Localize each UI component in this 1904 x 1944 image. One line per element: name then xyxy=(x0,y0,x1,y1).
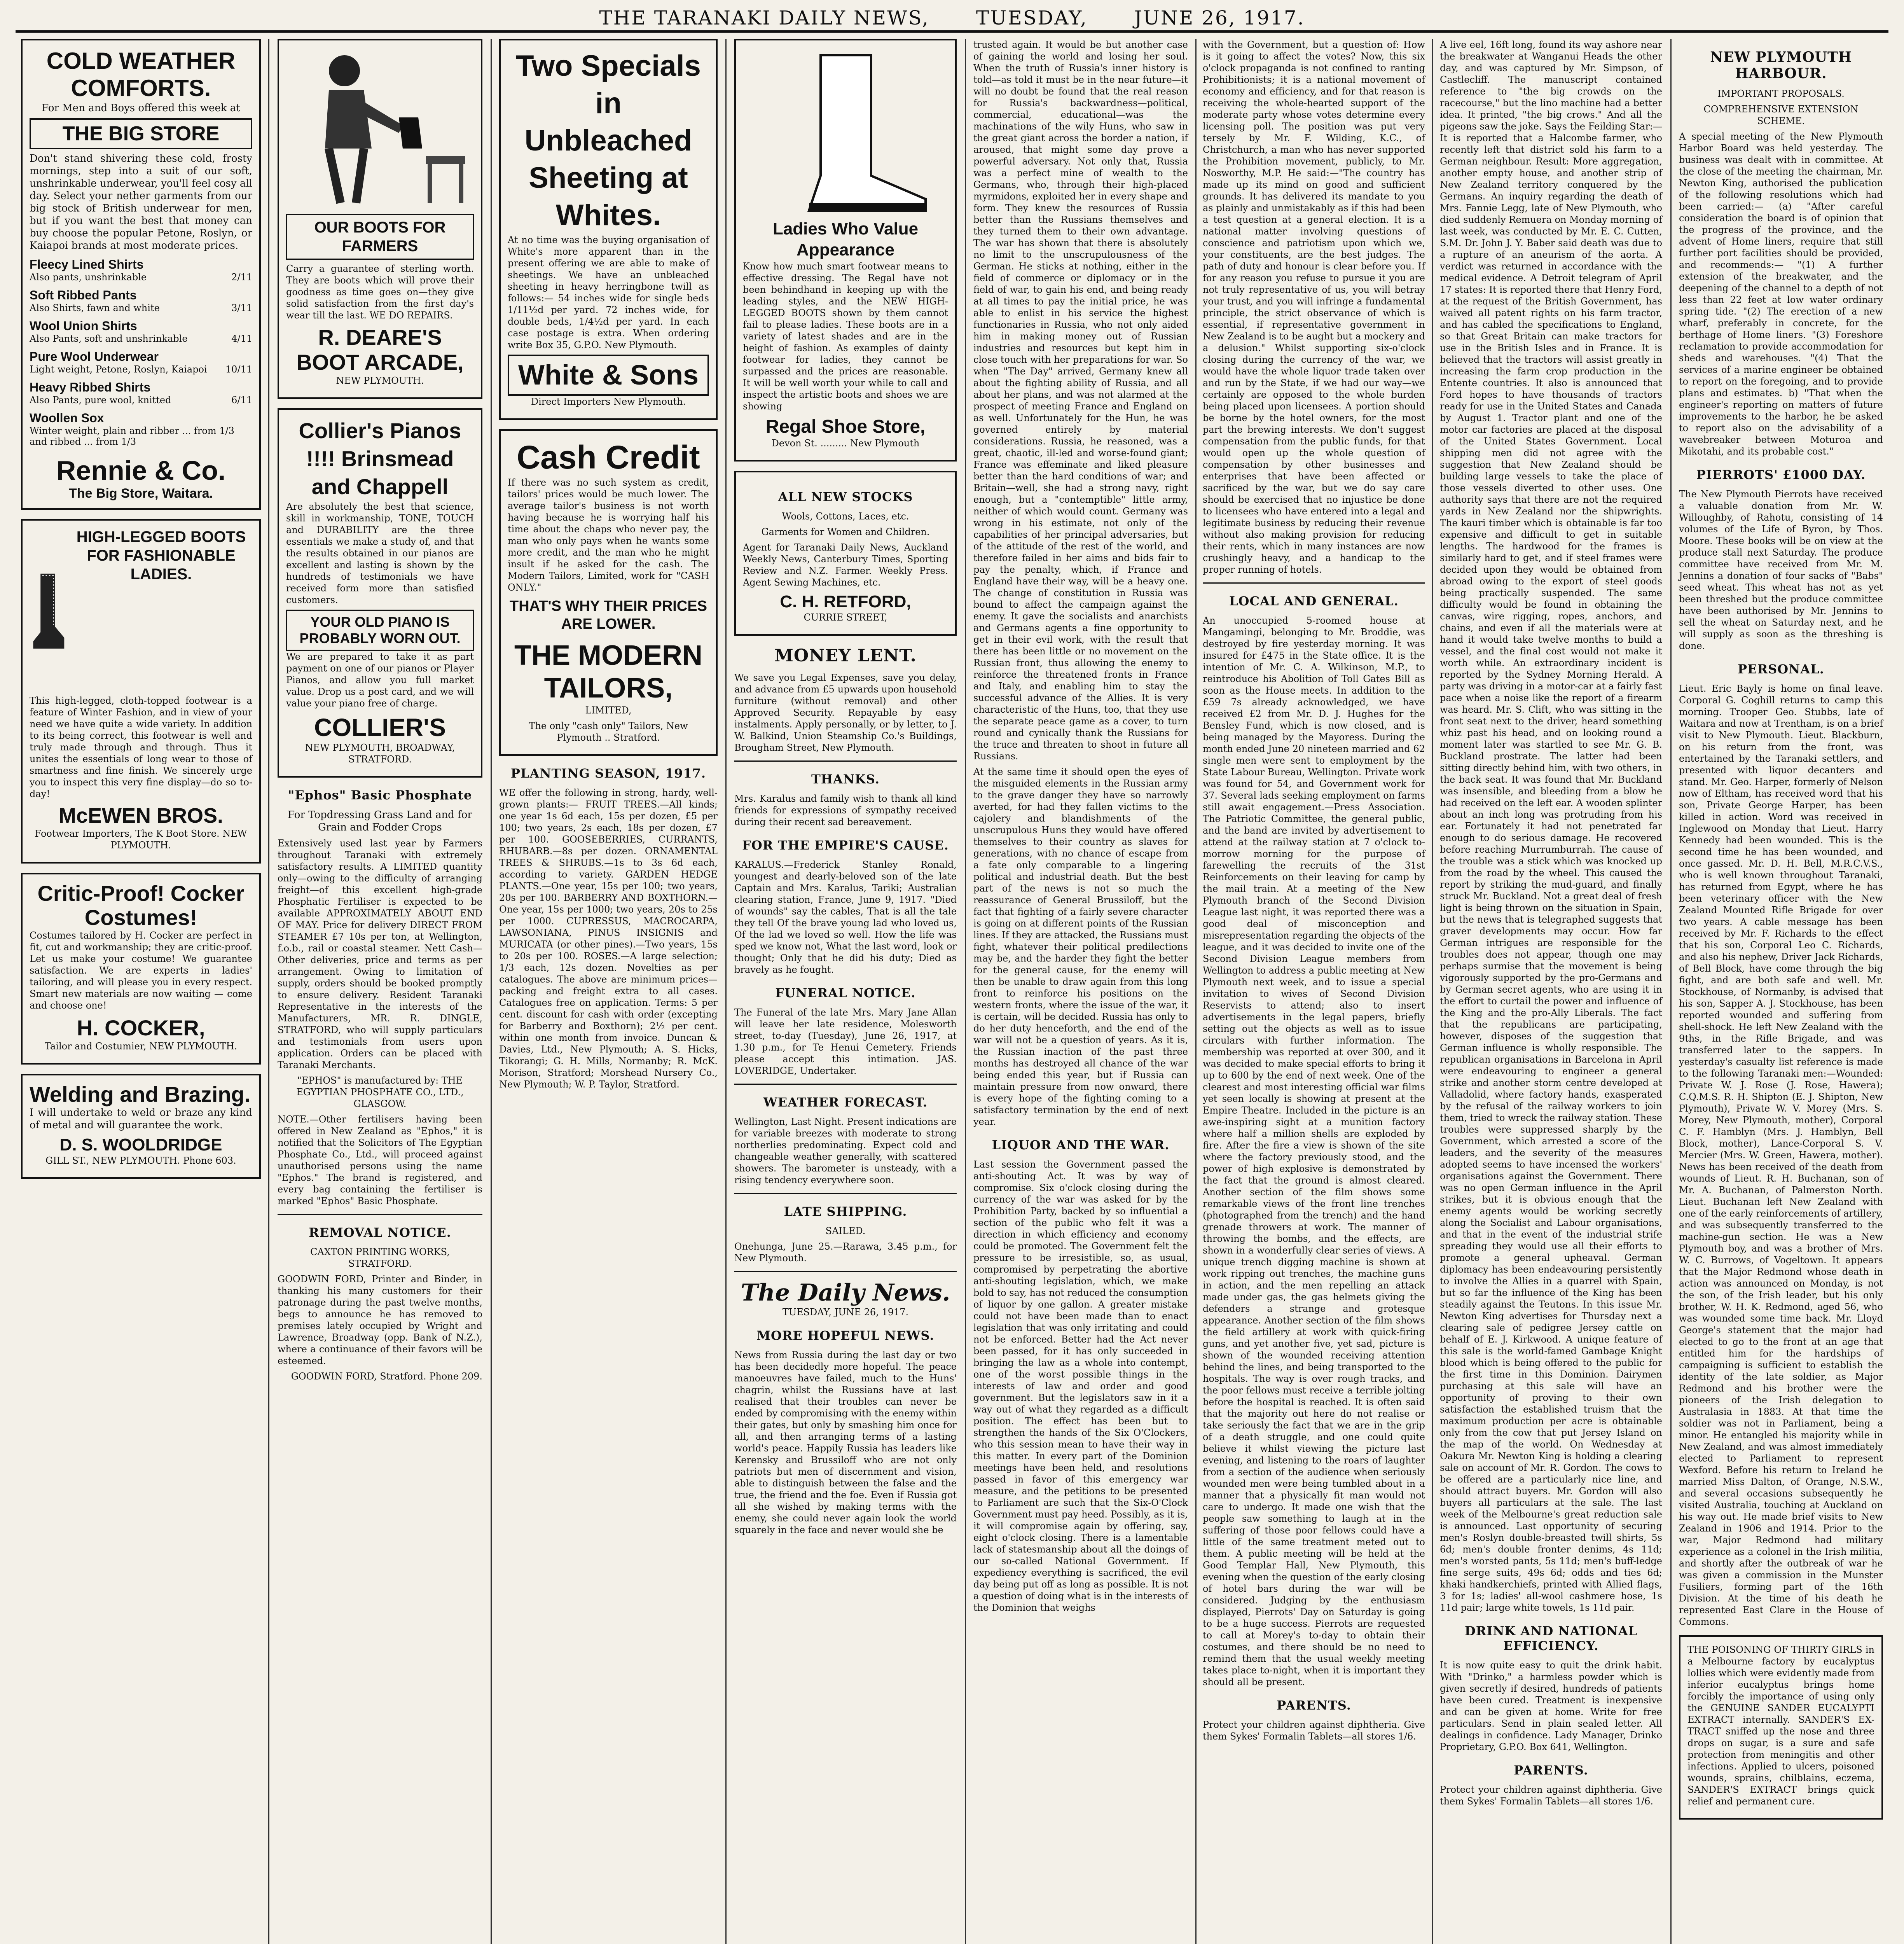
column-3 xyxy=(494,39,723,1944)
daily-news-date: TUESDAY, JUNE 26, 1917. xyxy=(782,1307,909,1318)
item-desc: Also Pants, pure wool, knitted xyxy=(30,395,171,406)
collier-text: Are absolutely the best that science, skill in workmanship, TONE, TOUCH and DURABILITY are the three essentials we make a study of, and that the results obtained in our pianos are excellent and lasting is shown by the hundreds of testimonials we have received form more than satisfied customers. xyxy=(286,501,474,605)
money-title: MONEY LENT. xyxy=(774,646,917,666)
column-6 xyxy=(1197,39,1431,1944)
big-store-banner: THE BIG STORE xyxy=(30,118,252,149)
item-desc: Winter weight, plain and ribber ... from 1/3 and ribbed ... from 1/3 xyxy=(30,425,234,447)
removal-notice xyxy=(278,1225,482,1382)
empire-title: FOR THE EMPIRE'S CAUSE. xyxy=(742,838,949,853)
item-desc: Light weight, Petone, Roslyn, Kaiapoi xyxy=(30,364,207,375)
ephos-title: "Ephos" Basic Phosphate xyxy=(288,788,472,802)
agent-text: Agent for Taranaki Daily News, Auckland Weekly News, Canterbury Times, Sporting Review and N.Z. Farmer. Weekly Press. Agent Sewing Machines, etc. xyxy=(743,542,948,588)
pierrots-title: PIERROTS' £1000 DAY. xyxy=(1696,467,1866,482)
ladies-boot-illustration-icon xyxy=(743,47,961,219)
drink-title: DRINK AND NATIONAL EFFICIENCY. xyxy=(1464,1624,1638,1653)
removal-head: CAXTON PRINTING WORKS, STRATFORD. xyxy=(310,1246,450,1269)
column-4 xyxy=(729,39,962,1944)
collier-sub: NEW PLYMOUTH, BROADWAY, STRATFORD. xyxy=(305,742,455,765)
removal-sign: GOODWIN FORD, Stratford. Phone 209. xyxy=(291,1371,482,1382)
regal-ad xyxy=(734,39,957,462)
local-cont: A live eel, 16ft long, found its way ashore near the breakwater at Wanganui Heads the other day, and was captured by Mr. Simpson, of Castlecliff. The manuscript contained reference to "the big crowds on the racecourse," but the lino machine had a better idea. It printed, "the big crows." And all the pigeons saw the joke. Says the Feilding Star:—It is reported that a Halcombe farmer, who recently left that district sold his farm to a German neighbour. Result: More aggregation, another empty house, and another strip of New Zealand territory conquered by the Germans. An inquiry regarding the death of Mrs. Fannie Legg, late of New Plymouth, who died suddenly Remuera on Monday morning of last week, was conducted by Mr. E. C. Cutten, S.M. Dr. John J. Y. Baber said death was due to a rupture of an aneurism of the aorta. A verdict was returned in accordance with the medical evidence. A Detroit telegram of April 17 states: It is reported there that Henry Ford, at the request of the British Government, has waived all patent rights on his farm tractor, and has cabled the specifications to England, so that Great Britain can make tractors for use in the British Isles and in France. It is believed that the tractors will assist greatly in increasing the farm crop production in the Entente countries. It also is announced that Ford hopes to have thousands of tractors ready for use in the United States and Canada by August 1. Tractor plant and one of the motor car factories are placed at the disposal of the United States Government. Local shipping men did not agree with the suggestion that New Zealand should be building large vessels to take the place of those vessels diverted to other uses. One authority says that there are not the required yards in New Zealand nor the shipwrights. The kauri timber which is obtainable is far too expensive and difficult to get in suitable lengths. The hardwood for the frames is similarly hard to get, and if steel frames were decided upon they would be obtained from abroad owing to the export of steel goods being practically suspended. The same difficulty would be found in obtaining the canvas, wire rigging, ropes, anchors, and chains, and even if all the materials were at hand it would take twelve months to build a vessel, and the final cost would not make it worth while. An extraordinary incident is reported by the Sydney Morning Herald. A party was driving in a motor-car at a fairly fast pace when a noise like the report of a firearm was heard. Mr. S. Clift, who was sitting in the front seat next to the driver, heard something whiz past his head, and on looking round a moment later was startled to see Mr. G. B. Buckland prostrate. The latter had been sitting directly behind him, with two others, in the back seat. It was found that Mr. Buckland was insensible, and bleeding from a blow he had received on the left ear. A wooden splinter about an inch long was protruding from his ear. Fortunately it had not penetrated far enough to do serious damage. He recovered before reaching Murrumburrah. The cause of the trouble was a stick which was knocked up from the road by the wheel. This caused the report by striking the mud-guard, and finally struck Mr. Buckland. Not a great deal of fresh light is being thrown on the situation in Spain, but the news that is telegraphed suggests that graver developments may occur. How far German intrigues are responsible for the troubles does not appear, though one may perhaps surmise that the movement is being vigorously supported by the pro-Germans and by German secret agents, who are using it in the effort to curtail the power and influence of the King and the pro-Ally Liberals. The fact that the republicans are participating, however, disposes of the suggestion that German influence is wholly responsible. The republican organisations in Barcelona in April were endeavouring to engineer a general strike and another storm centre developed at Valladolid, where factory hands, exasperated by the refusal of the railway workers to join them, tried to wreck the railway station. These troubles were suppressed sharply by the Government, which arrested a score of the leaders, and the severity of the measures adopted seems to have incensed the workers' organisations against the Government. There was no open German influence in the April strikes, but it is obvious enough that the enemy agents would be working secretly along the Socialist and Labour organisations, and that in the event of the industrial strife spreading they would use all their efforts to promote a general upheaval. German diplomacy has been endeavouring persistently to involve the Allies in a quarrel with Spain, but so far the influence of the King has been steadily against the Teutons. In this issue Mr. Newton King advertises for Thursday next a clearing sale of pedigree Jersey cattle on behalf of E. J. Kirkwood. A unique feature of this sale is the world-famed Gambage Knight blood which is being offered to the public for the first time in this Dominion. Dairymen purchasing at this sale will have an opportunity of proving to their own satisfaction the established truism that the maximum production per acre is obtainable only from the cow that put Jersey Island on the map of the world. On Wednesday at Oakura Mr. Newton King is holding a clearing sale on account of Mr. R. Gordon. The cows to be offered are a particularly nice line, and should attract buyers. Mr. Gordon will also buyers all particulars at the sale. The last week of the Melbourne's great reduction sale is announced. Last opportunity of securing men's Roslyn double-breasted twill shirts, 5s 6d; men's double fronter denims, 4s 11d; men's worsted pants, 5s 11d; men's buff-ledge fine serge suits, 49s 6d; odds and ties 6d; khaki handkerchiefs, printed with Allied flags, 3 for 1s; ladies' all-wool cashmere hose, 1s 11d pair; large white towels, 1s 11d pair. xyxy=(1440,39,1662,1613)
masthead xyxy=(16,5,1888,33)
collier-name: COLLIER'S xyxy=(314,713,446,741)
editorial-cont-2: At the same time it should open the eyes of the misguided elements in the Russian army to the grave danger they have so narrowly averted, for had they fallen victims to the cajolery and blandishments of the unscrupulous Huns they would have offered themselves to their country as slaves for generations, with no chance of escape from a fate only comparable to a lingering political and industrial death. But the best part of the news is not so much the reassurance of General Brussiloff, but the fact that fighting of a fairly severe character is going on at different points of the Russian lines. If they are attacked, the Russians must fight, whatever their political predilections may be, and the harder they fight the better for the general cause, for the enemy will then be unable to draw again from this long front to reinforce his positions on the western fronts, where the issue of the war, it is certain, will be decided. Russia has only to do her duty henceforth, and the end of the war will not be a question of years. As it is, the Russian inaction of the past three months has destroyed all chance of the war being ended this year, but if Russia can maintain pressure from now onward, there is every hope of the fighting coming to a satisfactory termination by the end of next year. xyxy=(973,766,1188,1127)
cocker-sub: Tailor and Costumier, NEW PLYMOUTH. xyxy=(44,1041,238,1052)
local-title: LOCAL AND GENERAL. xyxy=(1229,594,1399,608)
deare-sub: NEW PLYMOUTH. xyxy=(336,375,424,386)
thanks-title: THANKS. xyxy=(811,772,880,787)
regal-name: Regal Shoe Store, xyxy=(765,416,926,437)
man-with-boot-illustration-icon xyxy=(286,47,480,211)
removal-title: REMOVAL NOTICE. xyxy=(309,1225,451,1240)
pierrots-text: The New Plymouth Pierrots have received a valuable donation from Mr. W. Willoughby, of Rahotu, consisting of 14 volumes of the Life of Byron, by Thos. Moore. These books will be on view at the produce stall next Saturday. The produce committee have received from Mr. M. Jennins a donation of four sacks of "Babs" seed wheat. This wheat has not as yet been threshed but the produce committee have been authorised by Mr. Jennins to sell the wheat on Saturday next, and he will supply as soon as the threshing is done. xyxy=(1679,489,1883,651)
boot-illustration-icon xyxy=(30,528,66,695)
cw-intro: For Men and Boys offered this week at xyxy=(42,102,240,114)
funeral-title: FUNERAL NOTICE. xyxy=(775,986,916,1000)
column-2 xyxy=(272,39,488,1944)
item-name: Soft Ribbed Pants xyxy=(30,288,137,302)
personal-title: PERSONAL. xyxy=(1738,662,1824,677)
masthead-paper: THE TARANAKI DAILY NEWS, xyxy=(599,7,929,29)
wooldridge-sub: GILL ST., NEW PLYMOUTH. Phone 603. xyxy=(45,1155,236,1166)
ephos-note: NOTE.—Other fertilisers having been offered in New Zealand as "Ephos," it is notified that the Solicitors of The Egyptian Phosphate Co., Ltd., will proceed against unauthorised persons using the name "Ephos." The brand is registered, and every bag containing the fertiliser is marked "Ephos" Basic Phosphate. xyxy=(278,1114,482,1206)
collier-old-text: We are prepared to take it as part payment on one of our pianos or Player Pianos, and allow you full market value. Drop us a post card, and we will value your piano free of charge. xyxy=(286,651,474,709)
shipping-text: Onehunga, June 25.—Rarawa, 3.45 p.m., for New Plymouth. xyxy=(734,1241,957,1264)
item-name: Fleecy Lined Shirts xyxy=(30,257,144,271)
item-desc: Also Pants, soft and unshrinkable xyxy=(30,333,188,344)
masthead-date: JUNE 26, 1917. xyxy=(1134,7,1305,29)
column-7 xyxy=(1434,39,1668,1944)
harbour-text: A special meeting of the New Plymouth Harbor Board was held yesterday. The business was dealt with in committee. At the close of the meeting the chairman, Mr. Newton King, authorised the publication of the following resolutions which had been carried:— (a) "After careful consideration the board is of opinion that the progress of the province, and the advent of Home liners, require that still further port facilities should be provided, and recommends:— "(1) A further extension of the breakwater, and the deepening of the channel to a depth of not less than 22 feet at low water ordinary spring tide. "(2) The erection of a new wharf, preferably in concrete, for the berthage of Home liners. "(3) Foreshore reclamation to provide accommodation for sheds and warehouses. "(4) That the services of a marine engineer be obtained to report on the foregoing, and to provide plans and estimates. b) "That when the engineer's reporting on matters of future improvements to the harbor, he be asked to report also on the advisability of a wavebreaker between Moturoa and Mikotahi, and its probable cost." xyxy=(1679,131,1883,457)
cash-bold: THAT'S WHY THEIR PRICES ARE LOWER. xyxy=(510,598,707,632)
rennie-name: Rennie & Co. xyxy=(56,455,226,486)
column-1 xyxy=(16,39,266,1944)
removal-text: GOODWIN FORD, Printer and Binder, in thanking his many customers for their patronage during the past twelve months, begs to announce he has removed to premises lately occupied by Wright and Lawrence, Broadway (opp. Bank of N.Z.), where a continuance of their favors will be esteemed. xyxy=(278,1274,482,1366)
collier-title: Collier's Pianos !!!! Brinsmead and Chappell xyxy=(299,418,461,499)
ladies-text: Know how much smart footwear means to effective dressing. The Regal have not been behindhand in keeping up with the leading styles, and the NEW HIGH-LEGGED BOOTS shown by them cannot fail to please ladies. These boots are in a variety of latest shades and are in the height of fashion. As examples of dainty footwear for ladies, they cannot be surpassed and the prices are reasonable. It will be well worth your while to call and inspect the artistic boots and shoes we are showing xyxy=(743,261,948,412)
whites-text: At no time was the buying organisation of White's more apparent than in the present offering we are able to make of sheetings. We have an unbleached sheeting in heavy herringbone twill as follows:— 54 inches wide for single beds 1/11½d per yard. 72 inches wide, for double beds, 1/4½d per yard. In each case postage is extra. When ordering write Box 35, G.P.O. New Plymouth. xyxy=(508,234,709,350)
thanks-text: Mrs. Karalus and family wish to thank all kind friends for expressions of sympathy received during their recent sad bereavement. xyxy=(734,793,957,827)
column-5 xyxy=(968,39,1193,1944)
item-desc: Also pants, unshrinkable xyxy=(30,272,147,283)
critic-text: Costumes tailored by H. Cocker are perfect in fit, cut and workmanship; they are critic-proof. Let us make your costume! We guarantee satisfaction. We are experts in ladies' tailoring, and will please you in every respect. Smart new materials are now waiting — come and choose one! xyxy=(30,930,252,1011)
column-8 xyxy=(1673,39,1888,1944)
drink-text: It is now quite easy to quit the drink habit. With "Drinko," a harmless powder which is given secretly if desired, hundreds of patients have been cured. Treatment is inexpensive and can be given at home. Write for free particulars. Send in plain sealed letter. All dealings in confidence. Lady Manager, Drinko Proprietary, G.P.O. Box 641, Wellington. xyxy=(1440,1660,1662,1752)
liquor-text: Last session the Government passed the anti-shouting Act. It was by way of compromise. Six o'clock closing during the currency of the war was asked for by the Prohibition Party, backed by so influential a section of the public who felt it was a direction in which efficiency and economy could be promoted. The Government felt the pressure to be irresistible, so, as usual, compromised by perpetrating the abortive anti-shouting legislation, which, we make bold to say, has not reduced the consumption of liquor by one gallon. A greater mistake could not have been made than to enact legislation that was only irritating and could not be enforced. Better had the Act never been passed, for it has only succeeded in bringing the law as a whole into contempt, one of the worst possible things in the interests of law and order and good government. But the legislators saw in it a way out of what they regarded as a difficult position. The effect has been but to strengthen the hands of the Six O'Clockers, who this session mean to have their way in this matter. In every part of the Dominion meetings have been held, and resolutions passed in favor of this emergency war measure, and the petitions to be presented to Parliament are such that the Six-O'Clock Government must pay heed. Possibly, as it is, it will compromise again by offering, say, eight o'clock closing. There is a lamentable lack of statesmanship about all the doings of our so-called National Government. If expediency everything is sacrificed, the evil day being put off as long as possible. It is not a question of doing what is in the interests of the Dominion that weighs xyxy=(973,1159,1188,1613)
boots-text: This high-legged, cloth-topped footwear is a feature of Winter Fashion, and in view of your need we have quite a wide variety. In addition to its being correct, this footwear is well and truly made through and through. Thus it unites the essentials of long wear to those of smartness and fine finish. We sincerely urge you to inspect this very fine display—do so to-day! xyxy=(30,695,252,799)
whites-ad xyxy=(499,39,718,420)
collier-old: YOUR OLD PIANO IS PROBABLY WORN OUT. xyxy=(286,610,474,651)
weld-text: I will undertake to weld or braze any kind of metal and will guarantee the work. xyxy=(30,1107,252,1131)
stocks-1: Wools, Cottons, Laces, etc. xyxy=(782,511,909,522)
shipping-sub: SAILED. xyxy=(825,1225,866,1236)
item-name: Pure Wool Underwear xyxy=(30,350,159,364)
deare-ad xyxy=(278,39,482,399)
retford-sub: CURRIE STREET, xyxy=(804,612,887,623)
retford-name: C. H. RETFORD, xyxy=(780,592,911,611)
item-price: 4/11 xyxy=(231,333,252,344)
cw-items xyxy=(30,257,252,447)
item-price: 3/11 xyxy=(231,302,252,313)
planting-ad xyxy=(499,766,718,1090)
funeral-text: The Funeral of the late Mrs. Mary Jane Allan will leave her late residence, Molesworth street, to-day (Tuesday), June 26, 1917, at 1.30 p.m., for Te Henui Cemetery. Friends please accept this intimation. JAS. LOVERIDGE, Undertaker. xyxy=(734,1007,957,1076)
parents-title-7: PARENTS. xyxy=(1514,1763,1588,1778)
parents-text-6: Protect your children against diphtheria. Give them Sykes' Formalin Tablets—all stores 1/6. xyxy=(1203,1719,1425,1742)
item-price: 2/11 xyxy=(231,272,252,283)
parents-text-7: Protect your children against diphtheria. Give them Sykes' Formalin Tablets—all stores 1/6. xyxy=(1440,1784,1662,1807)
regal-sub: Devon St. ......... New Plymouth xyxy=(771,438,920,449)
ladies-title: Ladies Who Value Appearance xyxy=(772,219,919,259)
item-desc: Also Shirts, fawn and white xyxy=(30,302,160,313)
weather-title: WEATHER FORECAST. xyxy=(763,1095,928,1110)
deare-name: R. DEARE'S BOOT ARCADE, xyxy=(296,325,464,374)
personal-text: Lieut. Eric Bayly is home on final leave. Corporal G. Coghill returns to camp this morning. Trooper Geo. Stubbs, late of Waitara and now at Trentham, is on a brief visit to New Plymouth. Lieut. Blackburn, on his return from the front, was entertained by the Taranaki settlers, and presented with liquor decanters and stand. Mr. Geo. Harper, formerly of Nelson now of Eltham, has received word that his son, Private George Harper, has been killed in action. Word was received in Inglewood on Monday that Lieut. Harry Kennedy had been wounded. This is the second time he has been wounded, and once gassed. Mr. D. H. Bell, M.R.C.V.S., who is well known throughout Taranaki, has returned from Egypt, where he has been veterinary officer with the New Zealand Mounted Rifle Brigade for over two years. A cable message has been received by Mr. F. Richards to the effect that his son, Corporal Leo C. Richards, and also his nephew, Driver Jack Richards, of Bell Block, have come through the big fight, and are both safe and well. Mr. Stockhouse, of Normanby, is advised that his son, Sapper A. J. Stockhouse, has been reported wounded and suffering from shell-shock. He left New Zealand with the 9ths, in the Rifle Brigade, and was transferred later to the sappers. In yesterday's casualty list reference is made to the following Taranaki men:—Wounded: Private W. J. Rose (J. Rose, Hawera); C.Q.M.S. R. H. Shipton (E. J. Shipton, New Plymouth), Private W. V. Morey (Mrs. S. Morey, New Plymouth, mother), Corporal C. F. Hamblyn (Mrs. J. Hamblyn, Bell Block, mother), Lance-Corporal S. V. Mercier (Mrs. W. Green, Hawera, mother). News has been received of the death from wounds of Lieut. R. H. Buchanan, son of Mr. A. Buchanan, of Palmerston North. Lieut. Buchanan left New Zealand with one of the early reinforcements of artillery, and was subsequently transferred to the machine-gun section. He was a New Plymouth boy, and was a brother of Mrs. W. C. Burrows, of Vogeltown. It appears that the Major Redmond whose death in action was announced on Monday, is not the son, of the Irish leader, but his only brother, W. H. K. Redmond, aged 56, who was wounded some time back. Mr. Lloyd George's statement that the major had elected to go to the front at an age that entitled him for the hardships of campaigning is sufficient to establish the identity of the late soldier, as Major Redmond and his brother were the pioneers of the Irish delegation to Australasia in 1883. At that time the soldier was not in Parliament, being a minor. He entangled his majority while in New Zealand, and was almost immediately elected to Parliament to represent Wexford. Before his return to Ireland he married Miss Dalton, of Orange, N.S.W., and several occasions subsequently he visited Australia, touching at Auckland on his way out. He made brief visits to New Zealand in 1906 and 1914. Prior to the war, Major Redmond had military experience as a colonel in the Irish militia, and shortly after the outbreak of war he was given a commission in the Munster Fusiliers, forming part of the 16th Division. At the time of his death he represented East Clare in the House of Commons. xyxy=(1679,683,1883,1627)
whites-sub: Direct Importers New Plymouth. xyxy=(531,396,686,407)
ephos-ad xyxy=(278,788,482,1207)
poison-text: THE POISONING OF THIRTY GIRLS in a Melbourne factory by eucalyptus lollies which were evidently made from inferior eucalyptus brings home forcibly the importance of using only the GENUINE SANDER EUCALYPTI EXTRACT internally. SANDER'S EX-TRACT sniffed up the nose and three drops on sugar, is a sure and safe protection from meningitis and other infections. Applied to ulcers, poisoned wounds, sprains, chilblains, eczema, SANDER'S EXTRACT brings quick relief and permanent cure. xyxy=(1687,1644,1874,1807)
masthead-day: TUESDAY, xyxy=(976,7,1088,29)
item-price: 10/11 xyxy=(225,364,252,375)
planting-title: PLANTING SEASON, 1917. xyxy=(510,766,706,781)
money-text: We save you Legal Expenses, save you delay, and advance from £5 upwards upon household furniture (without removal) and other Approved Security. Repayable by easy instalments. Apply personally, or by letter, to J. W. Balkind, Union Steamship Co.'s Buildings, Brougham Street, New Plymouth. xyxy=(734,672,957,753)
ephos-maker: "EPHOS" is manufactured by: THE EGYPTIAN PHOSPHATE CO., LTD., GLASGOW. xyxy=(296,1075,464,1109)
rennie-sub: The Big Store, Waitara. xyxy=(69,486,213,501)
liquor-cont: with the Government, but a question of: How is it going to affect the votes? Now, this six o'clock propaganda is not confined to ranting Prohibitionists; it is a national movement of economy and efficiency, and for that reason is receiving the whole-hearted support of the moderate party whose votes determine every licensing poll. The position was put very tersely by Mr. F. Wilding, K.C., of Christchurch, a man who has never supported the Prohibition movement, publicly, to Mr. Nosworthy, M.P. He said:—"The country has made up its mind on good and sufficient grounds. It has delivered its mandate to you as plainly and unmistakably as if this had been a test question at a general election. It is a national matter involving questions of conscience and patriotism upon which we, your constituents, are the best judges. The path of duty and honour is clear before you. If for any reason you refuse to pursue it you are not truly representative of us, you will betray your trust, and you will infringe a fundamental principle, the strict observance of which is essential, if representative government in New Zealand is to be aught but a mockery and a delusion." Whilst supporting six-o'clock closing during the currency of the war, we would have the whole liquor trade taken over and run by the State, if we had our way—we certainly are opposed to the whole burden being placed upon licensees. A portion should be borne by the hotel owners, for the most part the brewing interests. We don't suggest compensation from the public funds, for that would open up the whole question of compensation by other businesses and enterprises that have been affected or sacrificed by the war, but we do say care should be exercised that no injustice be done to licensees who have entered into a legal and legitimate business by reducing their revenue without also making provision for reducing their rents, which in many instances are now crushingly heavy, and a handicap to the proper running of hotels. xyxy=(1203,39,1425,575)
hopeful-text: News from Russia during the last day or two has been decidedly more hopeful. The peace manoeuvres have failed, much to the Huns' chagrin, whilst the Russians have at last realised that their troubles can never be ended by compromising with the enemy within their gates, but only by smashing him once for all, and then arranging terms of a lasting world's peace. Happily Russia has leaders like Kerensky and Brussiloff who are not only patriots but men of discernment and vision, able to distinguish between the false and the true, the friend and the foe. Even if Russia got all she wished by making terms with the enemy, she could never again look the world squarely in the face and never would she be xyxy=(734,1350,957,1535)
cocker-name: H. COCKER, xyxy=(77,1016,205,1040)
modern-tailors-ad xyxy=(499,429,718,756)
harbour-sub: IMPORTANT PROPOSALS. xyxy=(1717,88,1845,99)
item-name: Wool Union Shirts xyxy=(30,319,137,333)
editorial-cont-1: trusted again. It would be but another case of gaining the world and losing her soul. When the truth of Russia's inner history is told—as told it must be in the near future—it will no doubt be found that the real reason for Russia's backwardness—political, commercial, educational—was the machinations of the wily Huns, who saw in the great giant across the border a nation, if aroused, that might some day prove a powerful adversary. Not only that, Russia was a perfect mine of wealth to the Germans, who, through their high-placed myrmidons, exploited her in every shape and form. They knew the resources of Russia better than the Russians themselves and they turned them to their own advantage. The war has shown that there is absolutely no limit to the unscrupulousness of the German. He sticks at nothing, either in the field of commerce or diplomacy or in the field of war, to gain his end, and being ready at all times to pay the initial price, he was able to enlist in his service the highest functionaries in Russia, who not only aided him in making money out of Russian industries and resources but kept him in close touch with her preparations for war. So when "The Day" arrived, Germany knew all about the fighting ability of Russia, and all about her plans, and was not alarmed at the prospect of meeting France and England on as well. Unfortunately for the Hun, he was governed entirely by material considerations. Russia, he reasoned, was a great, chaotic, ill-led and worse-found giant; France was effeminate and liked pleasure better than the hard conditions of war; and Britain—well, she had a strong navy, right enough, but a "contemptible" little army, neither of which would count. Germany was wrong in his estimate, not only of the capabilities of her principal adversaries, but of the attitude of the rest of the world, and therefore failed in her aims and bids fair to pay the penalty, which, if France and England have their way, will be a heavy one. The change of constitution in Russia was bound to affect the campaign against the enemy. It gave the socialists and anarchists and Germans agents a fine opportunity to get in their evil work, with the result that there has been little or no movement on the Russian front, thus allowing the enemy to reinforce the threatened fronts in France and Italy, and enabling him to stay the successful advance of the Allies. It is very characteristic of the Huns, too, that they use the separate peace game as a cover, to turn round and cynically thank the Russians for the truce and threaten to shoot in future all Russians. xyxy=(973,39,1188,762)
wooldridge-ad xyxy=(21,1074,261,1179)
daily-news-title: The Daily News. xyxy=(741,1279,950,1306)
local-text: An unoccupied 5-roomed house at Mangamingi, belonging to Mr. Broddie, was destroyed by fire yesterday morning. It was insured for £475 in the State office. It is the intention of Mr. C. A. Wilkinson, M.P., to reintroduce his Abolition of Toll Gates Bill as soon as the House meets. In addition to the £59 7s already acknowledged, we have received £2 from Mr. D. J. Hughes for the Bensley Fund, which is now closed, and is being managed by the Mayoress. During the month ended June 20 nineteen married and 62 single men were sent to employment by the State Labour Bureau, Wellington. Private work was found for 54, and Government work for 37. Several lads seeking employment on farms still await engagement.—Press Association. The Patriotic Committee, the general public, and the band are invited by advertisement to attend at the railway station at 7 o'clock to-morrow morning for the purpose of farewelling the recruits of the 31st Reinforcements on their leaving for camp by the mail train. At a meeting of the New Plymouth branch of the Second Division League last night, it was reported there was a good deal of misconception and misrepresentation regarding the objects of the league, and it was decided to invite one of the Second Division League members from Wellington to address a public meeting at New Plymouth next week, and to issue a special invitation to wives of Second Division Reservists to attend; also to insert advertisements in the legal papers, briefly setting out the objects as well as to issue circulars with further information. The membership was reported at over 300, and it was decided to make special efforts to bring it up to 600 by the end of next week. One of the clearest and most interesting official war films yet seen locally is showing at present at the Empire Theatre. Included in the picture is an awe-inspiring sight at a munition factory where half a million shells are exploded by fire. After the fire a view is shown of the site where the factory previously stood, and the power of high explosive is demonstrated by the fact that the ground is almost cleared. Another section of the film shows some remarkable views of the front line trenches (photographed from the trench) and the hand grenade throwers at work. The manner of throwing the bombs, and the effects, are shown in a wonderfully clear series of views. A unique trench digging machine is shown at work ripping out trenches, the machine guns in action, and the men repelling an attack made under gas, the gas helmets giving the defenders a strange and grotesque appearance. Another section of the film shows the field artillery at work with quick-firing guns, and yet another five, yet sad, picture is shown of the wounded receiving attention behind the lines, and being transported to the hospitals. The way is over rough tracks, and the poor fellows must receive a terrible jolting before the hospital is reached. It is often said that the majority out here do not realise or take seriously the fact that we are in the grip of a death struggle, and one could quite believe it whilst viewing the picture last evening, and listening to the roars of laughter from a section of the audience when seriously wounded men were being tumbled about in a manner that a physically fit man would not care to undergo. It made one wish that the people saw something to laugh at in the suffering of those poor fellows could have a little of the same treatment meted out to them. A public meeting will be held at the Good Templar Hall, New Plymouth, this evening when the question of the early closing of hotel bars during the war will be considered. Judging by the enthusiasm displayed, Pierrots' Day on Saturday is going to be a huge success. Pierrots are requested to call at Morey's to-day to obtain their costumes, and there should be no need to remind them that the usual weekly meeting takes place to-night, when it is important they should all be present. xyxy=(1203,615,1425,1687)
whites-title: Two Specials in Unbleached Sheeting at Whites. xyxy=(516,49,701,232)
sander-ad xyxy=(1679,1635,1883,1820)
item-price: 6/11 xyxy=(231,395,252,406)
item-name: Heavy Ribbed Shirts xyxy=(30,380,151,394)
ephos-text: Extensively used last year by Farmers throughout Taranaki with extremely satisfactory results. A LIMITED quantity only—owing to the difficulty of arranging freight—of this excellent high-grade Phosphatic Fertiliser is expected to be available APPROXIMATELY ABOUT END OF MAY. Price for delivery DIRECT FROM STEAMER £7 10s per ton, at Wellington, f.o.b., rail or coastal steamer. Nett Cash—Other deliveries, price and terms as per arrangement. Owing to limitation of supply, orders should be booked promptly to ensure delivery. Resident Taranaki Representative in the interests of the Manufacturers, MR. R. DINGLE, STRATFORD, who will supply particulars and testimonials from users upon application. Orders can be placed with Taranaki Merchants. xyxy=(278,838,482,1070)
cw-title: COLD WEATHER COMFORTS. xyxy=(46,48,236,101)
cold-weather-ad xyxy=(21,39,261,510)
mcewen-sub: Footwear Importers, The K Boot Store. NEW PLYMOUTH. xyxy=(35,828,247,851)
boots-title: HIGH-LEGGED BOOTS FOR FASHIONABLE LADIES. xyxy=(76,528,246,583)
modern-name: THE MODERN TAILORS, xyxy=(514,640,702,704)
parents-title-6: PARENTS. xyxy=(1277,1698,1351,1713)
collier-ad xyxy=(278,408,482,778)
empire-text: KARALUS.—Frederick Stanley Ronald, youngest and dearly-beloved son of the late Captain and Mrs. Karalus, Tariki; Australian clearing station, France, June 9, 1917. "Died of wounds" say the cables, That is all the tale they tell Of the brave young lad who loved us, Of the lad we loved so well. How the life was sped we know not, What the last word, look or thought; Only that he did his duty; Died as bravely as he fought. xyxy=(734,859,957,975)
modern-ltd: LIMITED, xyxy=(585,705,632,716)
whites-name: White & Sons xyxy=(508,355,709,396)
critic-title: Critic-Proof! Cocker Costumes! xyxy=(37,881,245,930)
wooldridge-name: D. S. WOOLDRIDGE xyxy=(59,1135,222,1154)
cocker-ad xyxy=(21,873,261,1065)
deare-title: OUR BOOTS FOR FARMERS xyxy=(286,214,474,260)
harbour-title: NEW PLYMOUTH HARBOUR. xyxy=(1710,49,1852,82)
cash-title: Cash Credit xyxy=(517,439,700,476)
modern-text: The only "cash only" Tailors, New Plymouth .. Stratford. xyxy=(529,720,688,743)
planting-text: WE offer the following in strong, hardy, well-grown plants:— FRUIT TREES.—All kinds; one year 1s 6d each, 15s per dozen, £5 per 100; two years, 2s each, 18s per dozen, £7 per 100. GOOSEBERRIES, CURRANTS, RHUBARB.—8s per dozen. ORNAMENTAL TREES & SHRUBS.—1s to 3s 6d each, according to variety. GARDEN HEDGE PLANTS.—One year, 15s per 100; two years, 20s per 100. BARBERRY AND BOXTHORN.—One year, 15s per 1000; two years, 20s to 25s per 1000. CUPRESSUS, MACROCARPA, LAWSONIANA, PINUS INSIGNIS and MURICATA (or other pines).—Two years, 15s to 20s per 100. ROSES.—A large selection; 1/3 each, 12s dozen. Novelties as per catalogues. The above are minimum prices—packing and freight extra to all cases. Catalogues free on application. Terms: 5 per cent. discount for cash with order (excepting for Barberry and Boxthorn); 2½ per cent. within one month from invoice. Duncan & Davies, Ltd., New Plymouth; A. S. Hicks, Tikorangi; G. H. Mills, Normanby; R. McK. Morison, Stratford; Morshead Nursery Co., New Plymouth; W. P. Taylor, Stratford. xyxy=(499,787,718,1090)
mcewen-ad xyxy=(21,519,261,864)
harbour-scheme: COMPREHENSIVE EXTENSION SCHEME. xyxy=(1703,104,1859,126)
ephos-sub: For Topdressing Grass Land and for Grain and Fodder Crops xyxy=(288,809,472,833)
all-new-stocks: ALL NEW STOCKS xyxy=(778,489,913,504)
stocks-2: Garments for Women and Children. xyxy=(761,526,930,537)
shipping-title: LATE SHIPPING. xyxy=(784,1204,907,1219)
liquor-title: LIQUOR AND THE WAR. xyxy=(992,1138,1170,1152)
deare-text: Carry a guarantee of sterling worth. They are boots which will prove their goodness as time goes on—they give solid satisfaction from the first day's wear till the last. WE DO REPAIRS. xyxy=(286,263,474,321)
weather-text: Wellington, Last Night. Present indications are for variable breezes with moderate to strong northerlies predominating. Expect cold and changeable weather generally, with scattered showers. The barometer is unsteady, with a rising tendency everywhere soon. xyxy=(734,1116,957,1185)
item-name: Woollen Sox xyxy=(30,411,104,425)
cash-text: If there was no such system as credit, tailors' prices would be much lower. The average tailor's business is not worth having because he is worrying half his time about the chaps who never pay, the man who only pays when he wants some more credit, and the man who he might insult if he asked for the cash. The Modern Tailors, Limited, work for "CASH ONLY." xyxy=(508,477,709,593)
mcewen-name: McEWEN BROS. xyxy=(58,804,224,827)
retford-ad xyxy=(734,471,957,636)
weld-title: Welding and Brazing. xyxy=(30,1082,251,1107)
hopeful-title: MORE HOPEFUL NEWS. xyxy=(756,1328,935,1343)
cw-text: Don't stand shivering these cold, frosty mornings, step into a suit of our soft, unshrinkable underwear, you'll feel cosy all day. Select your nether garments from our big stock of British underwear for men, but if you want the best that money can buy choose the popular Petone, Roslyn, or Kaiapoi brands at most moderate prices. xyxy=(30,153,252,252)
